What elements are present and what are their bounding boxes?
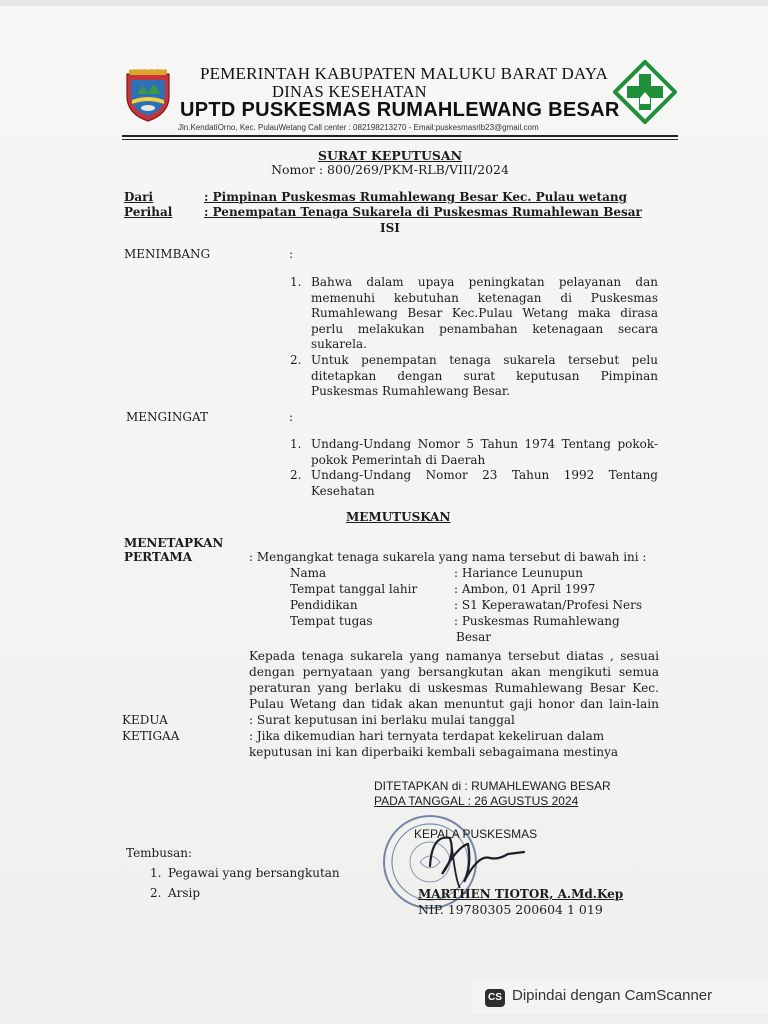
health-cross-logo-icon — [613, 60, 677, 124]
document-number: Nomor : 800/269/PKM-RLB/VIII/2024 — [271, 162, 509, 177]
subject-label: Perihal — [124, 205, 173, 219]
header-address: Jln.KendatiOrno, Kec. PulauWetang Call center : 082198213270 - Email:puskesmasrlb23@gmail.com — [178, 123, 539, 132]
pertama-text: : Mengangkat tenaga sukarela yang nama tersebut di bawah ini : — [249, 550, 647, 564]
menimbang-item2: Untuk penempatan tenaga sukarela tersebut pelu ditetapkan dengan surat keputusan Pimpinan Puskesmas Rumahlewang Besar. — [311, 353, 658, 398]
tembusan-item: Arsip — [168, 886, 201, 900]
decision-paragraph: Kepada tenaga sukarela yang namanya tersebut diatas , sesuai dengan pernyataan yang bersangkutan akan mengikuti semua peraturan yang berlaku di uskesmas Rumahlewang Besar Kec. Pulau Wetang dan tidak akan menuntut gaji honor dan lain-lain — [249, 649, 659, 711]
field-value: : Puskesmas Rumahlewang — [454, 614, 620, 628]
menetapkan-label: MENETAPKAN — [124, 536, 224, 550]
subject-value: : Penempatan Tenaga Sukarela di Puskesmas Rumahlewan Besar — [204, 205, 642, 219]
field-label: Tempat tugas — [290, 614, 373, 628]
menimbang-item1: Bahwa dalam upaya peningkatan pelayanan dan memenuhi kebutuhan ketenagan di Puskesmas Rumahlewang Besar Kec.Pulau Wetang maka dirasa perlu melakukan penambahan ketenagaan secara sukarela. — [311, 275, 658, 351]
scanner-watermark-text: Dipindai dengan CamScanner — [512, 987, 713, 1004]
mengingat-item2: Undang-Undang Nomor 23 Tahun 1992 Tentang Kesehatan — [311, 468, 658, 498]
ketigaa-label: KETIGAA — [122, 729, 180, 743]
mengingat-item2-number: 2. — [290, 468, 302, 482]
ketigaa-text-continued: keputusan ini kan diperbaiki kembali sebagaimana mestinya — [249, 745, 619, 759]
emblem-text: MALUKU BARAT DAYA — [126, 66, 170, 71]
tembusan-item-number: 2. — [150, 886, 162, 900]
tembusan-label: Tembusan: — [126, 846, 193, 860]
ditetapkan-line: DITETAPKAN di : RUMAHLEWANG BESAR — [374, 779, 611, 793]
signatory-nip: NIP. 19780305 200604 1 019 — [418, 902, 603, 917]
field-value-continued: Besar — [456, 630, 491, 644]
mengingat-label: MENGINGAT — [126, 410, 208, 424]
memutuskan-heading: MEMUTUSKAN — [346, 510, 451, 524]
signatory-position: KEPALA PUSKESMAS — [414, 827, 538, 841]
pertama-label: PERTAMA — [124, 550, 193, 564]
date-line: PADA TANGGAL : 26 AGUSTUS 2024 — [374, 794, 579, 808]
tembusan-item: Pegawai yang bersangkutan — [168, 866, 340, 880]
regency-emblem-icon — [123, 66, 173, 122]
header-rule-thick — [122, 135, 678, 137]
field-label: Tempat tanggal lahir — [290, 582, 418, 596]
header-government: PEMERINTAH KABUPATEN MALUKU BARAT DAYA — [200, 64, 608, 83]
field-value: : Hariance Leunupun — [454, 566, 583, 580]
menimbang-item2-number: 2. — [290, 353, 302, 367]
content-label: ISI — [380, 221, 400, 235]
header-institution: UPTD PUSKESMAS RUMAHLEWANG BESAR — [180, 99, 620, 121]
header-rule-thin — [122, 139, 678, 140]
field-value: : S1 Keperawatan/Profesi Ners — [454, 598, 643, 612]
mengingat-item1-number: 1. — [290, 437, 302, 451]
header-department: DINAS KESEHATAN — [272, 82, 427, 101]
menimbang-colon: : — [289, 247, 294, 261]
mengingat-item1: Undang-Undang Nomor 5 Tahun 1974 Tentang pokok- pokok Pemerintah di Daerah — [311, 437, 658, 467]
from-value: : Pimpinan Puskesmas Rumahlewang Besar Kec. Pulau wetang — [204, 190, 627, 204]
ketigaa-text: : Jika dikemudian hari ternyata terdapat kekeliruan dalam — [249, 729, 605, 743]
document-title: SURAT KEPUTUSAN — [317, 148, 463, 163]
kedua-text: : Surat keputusan ini berlaku mulai tanggal — [249, 713, 515, 727]
tembusan-item-number: 1. — [150, 866, 162, 880]
menimbang-label: MENIMBANG — [124, 247, 211, 261]
camscanner-icon: CS — [485, 989, 505, 1007]
field-label: Nama — [290, 566, 327, 580]
field-label: Pendidikan — [290, 598, 358, 612]
menimbang-item1-number: 1. — [290, 275, 302, 289]
from-label: Dari — [124, 190, 154, 204]
kedua-label: KEDUA — [122, 713, 168, 727]
scan-edge — [0, 0, 768, 6]
field-value: : Ambon, 01 April 1997 — [454, 582, 596, 596]
signatory-name: MARTHEN TIOTOR, A.Md.Kep — [418, 887, 624, 901]
mengingat-colon: : — [289, 410, 294, 424]
